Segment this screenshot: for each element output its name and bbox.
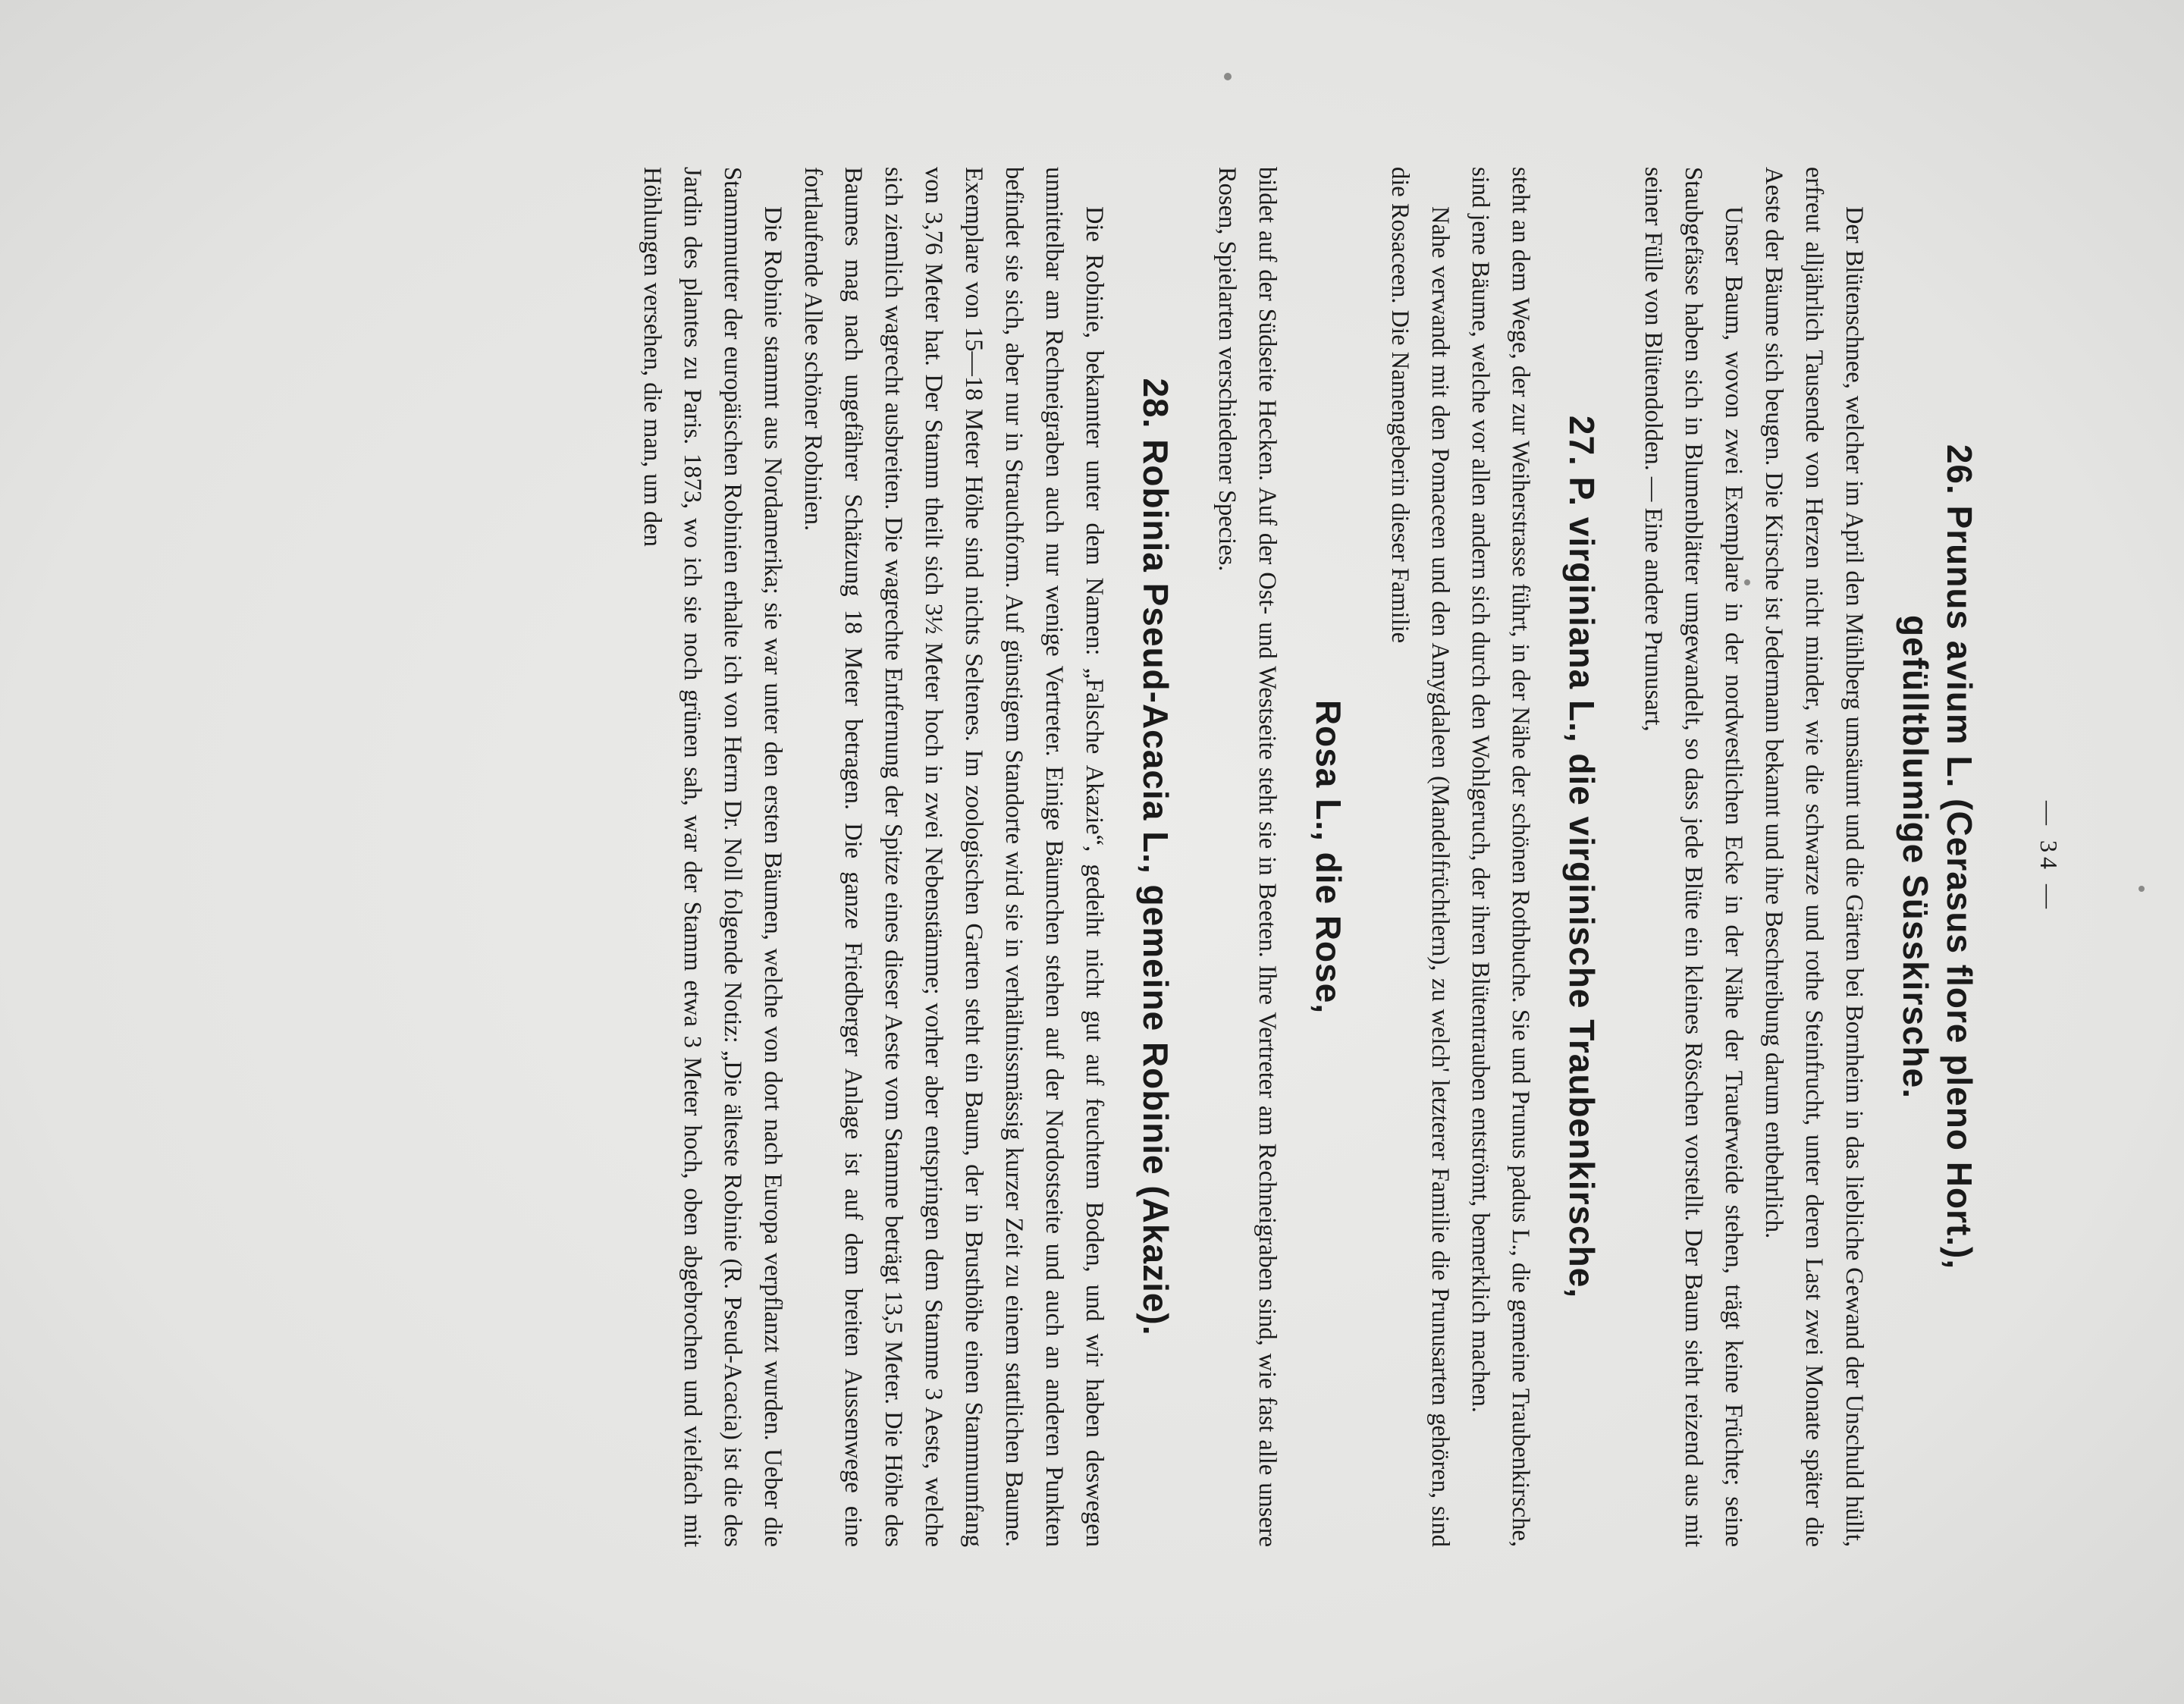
paragraph: Unser Baum, wovon zwei Exemplare in der nordwestlichen Ecke in der Nähe der Trauerweide stehen, trägt keine Früchte; seine Staubgefässe haben sich in Blumenblätter umgewandelt, so dass jede Blüte ein kleines Röschen vorstellt. Der Baum sieht reizend aus mit seiner Fülle von Blütendolden. — Eine andere Prunusart,	[1640, 167, 1747, 1547]
paragraph: Nahe verwandt mit den Pomaceen und den Amygdaleen (Mandelfrüchtlern), zu welch' letzterer Familie die Prunusarten gehören, sind die Rosaceen. Die Namengeberin dieser Familie	[1386, 167, 1454, 1547]
paragraph: Die Robinie, bekannter unter dem Namen: „Falsche Akazie“, gedeiht nicht gut auf feuchtem Boden, und wir haben deswegen unmittelbar am Rechneigraben auch nur wenige Vertreter. Einige Bäumchen stehen auf der Nordostseite und auch an anderen Punkten befindet sie sich, aber nur in Strauchform. Auf günstigem Standorte wird sie in verhältnissmässig kurzer Zeit zu einem stattlichen Baume. Exemplare von 15—18 Meter Höhe sind nichts Seltenes. Im zoologischen Garten steht ein Baum, der in Brusthöhe einen Stammumfang von 3,76 Meter hat. Der Stamm theilt sich 3½ Meter hoch in zwei Nebenstämme; vorher aber entspringen dem Stamme 3 Aeste, welche sich ziemlich wagrecht ausbreiten. Die wagrechte Entfernung der Spitze eines dieser Aeste vom Stamme beträgt 13,5 Meter. Die Höhe des Baumes mag nach ungefährer Schätzung 18 Meter betragen. Die ganze Friedberger Anlage ist auf dem breiten Aussenwege eine fortlaufende Allee schöner Robinien.	[799, 167, 1108, 1547]
paragraph: bildet auf der Südseite Hecken. Auf der Ost- und Westseite steht sie in Beeten. Ihre Vertreter am Rechneigraben sind, wie fast alle unsere Rosen, Spielarten verschiedener Species.	[1213, 167, 1281, 1547]
paragraph: Die Robinie stammt aus Nordamerika; sie war unter den ersten Bäumen, welche von dort nach Europa verpflanzt wurden. Ueber die Stammmutter der europäischen Robinien erhalte ich von Herrn Dr. Noll folgende Notiz: „Die älteste Robinie (R. Pseud-Acacia) ist die des Jardin des plantes zu Paris. 1873, wo ich sie noch grünen sah, war der Stamm etwa 3 Meter hoch, oben abgebrochen und vielfach mit Höhlungen versehen, die man, um den	[639, 167, 786, 1547]
paragraph: Der Blütenschnee, welcher im April den Mühlberg umsäumt und die Gärten bei Bornheim in das liebliche Gewand der Unschuld hüllt, erfreut alljährlich Tausende von Herzen nicht minder, wie die schwarze und rothe Steinfrucht, unter deren Last zwei Monate später die Aeste der Bäume sich beugen. Die Kirsche ist Jedermann bekannt und ihre Beschreibung darum entbehrlich.	[1760, 167, 1868, 1547]
section-heading-28: 28. Robinia Pseud-Acacia L., gemeine Robinie (Akazie).	[1136, 378, 1175, 1336]
paper-speck	[1224, 73, 1232, 80]
section-heading-27: 27. P. virginiana L., die virginische Traubenkirsche,	[1562, 415, 1602, 1299]
section-heading-26: 26. Prunus avium L. (Cerasus flore pleno Hort.),	[1940, 444, 1979, 1270]
paper-speck	[2138, 886, 2145, 892]
section-heading-rosa: Rosa L., die Rose,	[1309, 699, 1348, 1015]
page-number: — 34 —	[2035, 801, 2063, 913]
paragraph: steht an dem Wege, der zur Weiherstrasse führt, in der Nähe der schönen Rothbuche. Sie und Prunus padus L., die gemeine Traubenkirsche, sind jene Bäume, welche vor allen andern sich durch den Wohlgeruch, der ihren Blütentrauben entströmt, bemerklich machen.	[1467, 167, 1534, 1547]
section-subheading-26: gefülltblumige Süsskirsche.	[1896, 615, 1935, 1099]
page-text-rotated	[182, 167, 2063, 1547]
